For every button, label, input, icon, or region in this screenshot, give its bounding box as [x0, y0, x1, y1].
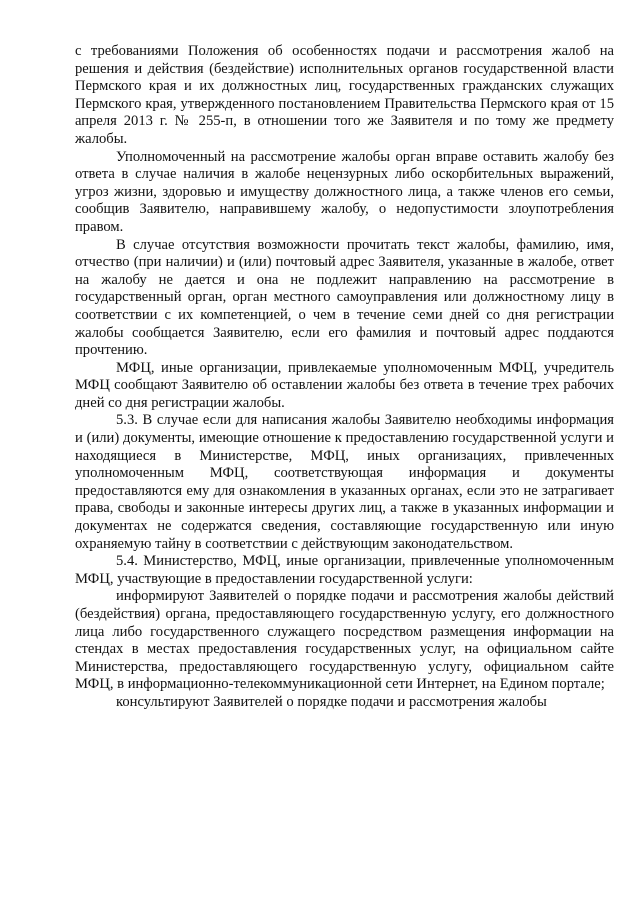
paragraph-mfc-notification: МФЦ, иные организации, привлекаемые уполномоченным МФЦ, учредитель МФЦ сообщают Заявителю об оставлении жалобы без ответа в течение трех рабочих дней со дня регистрации жалобы.	[75, 359, 614, 411]
paragraph-section-5-4: 5.4. Министерство, МФЦ, иные организации, привлеченные уполномоченным МФЦ, участвующие в предоставлении государственной услуги:	[75, 553, 614, 587]
paragraph-leave-without-answer: Уполномоченный на рассмотрение жалобы орган вправе оставить жалобу без ответа в случае наличия в жалобе нецензурных либо оскорбительных выражений, угроз жизни, здоровью и имуществу должностного лица, а также членов его семьи, сообщив Заявителю, направившему жалобу, о недопустимости злоупотребления правом.	[75, 148, 614, 235]
paragraph-section-5-3: 5.3. В случае если для написания жалобы Заявителю необходимы информация и (или) документы, имеющие отношение к предоставлению государственной услуги и находящиеся в Министерстве, МФЦ, иных организациях, привлеченных уполномоченным МФЦ, соответствующая информация и документы предоставляются ему для ознакомления в указанных органах, если это не затрагивает права, свободы и законные интересы других лиц, а также в указанных информации и документах не содержатся сведения, составляющие государственную или иную охраняемую тайну в соответствии с действующим законодательством.	[75, 412, 614, 552]
paragraph-consult-applicants: консультируют Заявителей о порядке подачи и рассмотрения жалобы	[116, 693, 547, 710]
paragraph-regulation-reference: с требованиями Положения об особенностях подачи и рассмотрения жалоб на решения и действия (бездействие) исполнительных органов государственной власти Пермского края и их должностных лиц, государственных гражданских служащих Пермского края, утвержденного постановлением Правительства Пермского края от 15 апреля 2013 г. № 255-п, в отношении того же Заявителя и по тому же предмету жалобы.	[75, 43, 614, 147]
paragraph-unreadable-complaint: В случае отсутствия возможности прочитать текст жалобы, фамилию, имя, отчество (при наличии) и (или) почтовый адрес Заявителя, указанные в жалобе, ответ на жалобу не дается и она не подлежит направлению на рассмотрение в государственный орган, орган местного самоуправления или должностному лицу в соответствии с их компетенцией, о чем в течение семи дней со дня регистрации жалобы сообщается Заявителю, если его фамилия и почтовый адрес поддаются прочтению.	[75, 236, 614, 359]
paragraph-inform-applicants: информируют Заявителей о порядке подачи и рассмотрения жалобы действий (бездействия) органа, предоставляющего государственную услугу, его должностного лица либо государственного служащего посредством размещения информации на стендах в местах предоставления государственных услуг, на официальном сайте Министерства, предоставляющего государственную услугу, официальном сайте МФЦ, в информационно-телекоммуникационной сети Интернет, на Едином портале;	[75, 588, 614, 693]
document-page	[75, 43, 614, 712]
